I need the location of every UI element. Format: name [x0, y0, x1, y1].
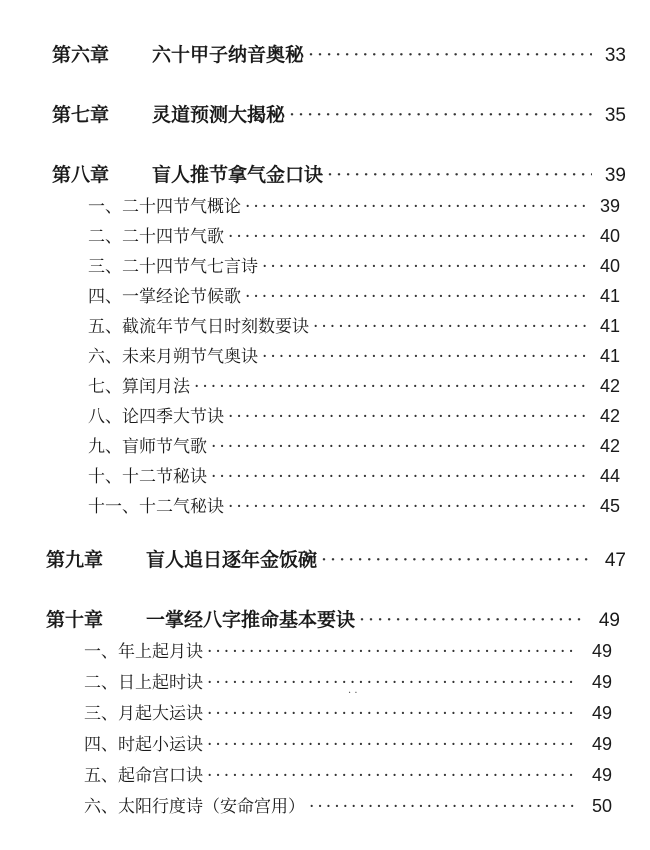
dot-leader	[207, 766, 578, 786]
toc-section	[84, 761, 612, 786]
section-title: 七、算闰月法	[88, 377, 190, 397]
toc-section	[88, 282, 620, 307]
toc-section	[88, 192, 620, 217]
toc-section	[84, 637, 612, 662]
page-number: 42	[599, 436, 620, 456]
section-title: 五、起命宫口诀	[84, 766, 203, 786]
page-number: 49	[591, 641, 612, 661]
toc-section	[88, 462, 620, 487]
page-number: 40	[599, 256, 620, 276]
toc-section	[88, 402, 620, 427]
toc-section	[84, 730, 612, 755]
chapter-title: 六十甲子纳音奥秘	[152, 44, 305, 66]
page-number: 49	[591, 765, 612, 785]
dot-leader	[308, 44, 592, 66]
toc-section	[84, 699, 612, 724]
page-number: 44	[599, 466, 620, 486]
page-number: 39	[599, 196, 620, 216]
dot-leader	[321, 549, 592, 571]
toc-section	[88, 312, 620, 337]
dot-leader	[228, 497, 586, 517]
section-title: 十一、十二气秘诀	[88, 497, 224, 517]
dot-leader	[289, 104, 592, 126]
section-title: 三、月起大运诀	[84, 704, 203, 724]
page-number: 49	[591, 703, 612, 723]
section-title: 六、太阳行度诗（安命宫用）	[84, 797, 305, 817]
dot-leader	[211, 467, 586, 487]
dot-leader	[207, 735, 578, 755]
page-number: 41	[599, 286, 620, 306]
section-title: 四、时起小运诀	[84, 735, 203, 755]
toc-section	[88, 222, 620, 247]
toc-chapter-10	[46, 605, 620, 632]
dot-leader	[194, 377, 586, 397]
page-number: 49	[591, 672, 612, 692]
dot-leader	[207, 704, 578, 724]
toc-section	[88, 492, 620, 517]
page-number: 49	[598, 610, 620, 631]
chapter-title: 盲人追日逐年金饭碗	[146, 549, 318, 571]
page-number: 47	[604, 550, 626, 571]
dot-leader	[228, 227, 586, 247]
section-title: 二、二十四节气歌	[88, 227, 224, 247]
toc-section	[88, 252, 620, 277]
dot-leader	[228, 407, 586, 427]
toc-chapter-6	[52, 40, 626, 67]
chapter-number: 第八章	[52, 164, 110, 186]
toc-chapter-9	[46, 545, 626, 572]
toc-chapter-7	[52, 100, 626, 127]
dot-leader	[211, 437, 586, 457]
section-title: 八、论四季大节诀	[88, 407, 224, 427]
chapter-number: 第七章	[52, 104, 110, 126]
page-number: 50	[591, 796, 612, 816]
dot-leader	[245, 287, 586, 307]
dot-leader	[309, 797, 578, 817]
page-number: 41	[599, 346, 620, 366]
section-title: 二、日上起时诀	[84, 673, 203, 693]
page-number: 42	[599, 376, 620, 396]
section-title: 十、十二节秘诀	[88, 467, 207, 487]
chapter-number: 第九章	[46, 549, 104, 571]
section-title: 三、二十四节气七言诗	[88, 257, 258, 277]
toc-chapter-8	[52, 160, 626, 187]
page-number: 35	[604, 105, 626, 126]
toc-section	[88, 342, 620, 367]
chapter-title: 盲人推节拿气金口诀	[152, 164, 324, 186]
page-number: 40	[599, 226, 620, 246]
toc-section	[88, 432, 620, 457]
chapter-title: 一掌经八字推命基本要诀	[146, 609, 356, 631]
dot-leader	[207, 642, 578, 662]
page-number: 41	[599, 316, 620, 336]
page-number: 42	[599, 406, 620, 426]
page-number: 39	[604, 165, 626, 186]
dot-leader	[207, 673, 578, 693]
chapter-title: 灵道预测大揭秘	[152, 104, 286, 126]
page-number: 33	[604, 45, 626, 66]
toc-section	[84, 792, 612, 817]
section-title: 六、未来月朔节气奥诀	[88, 347, 258, 367]
section-title: 九、盲师节气歌	[88, 437, 207, 457]
chapter-number: 第十章	[46, 609, 104, 631]
toc-section	[88, 372, 620, 397]
dot-leader	[313, 317, 586, 337]
dot-leader	[245, 197, 586, 217]
section-title: 一、年上起月诀	[84, 642, 203, 662]
page-number: 45	[599, 496, 620, 516]
section-title: 五、截流年节气日时刻数要诀	[88, 317, 309, 337]
section-title: 一、二十四节气概论	[88, 197, 241, 217]
chapter-number: 第六章	[52, 44, 110, 66]
section-title: 四、一掌经论节候歌	[88, 287, 241, 307]
dot-leader	[327, 164, 592, 186]
dot-leader	[359, 609, 586, 631]
dot-leader	[262, 257, 586, 277]
scan-speck: · ·	[348, 688, 358, 699]
page-number: 49	[591, 734, 612, 754]
dot-leader	[262, 347, 586, 367]
